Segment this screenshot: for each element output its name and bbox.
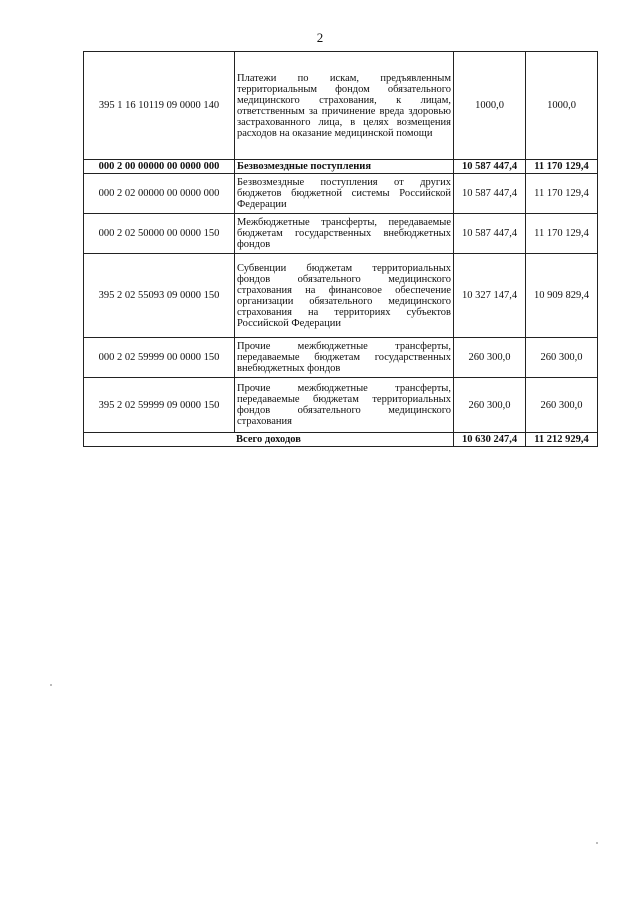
table-row [84,214,598,254]
table-row [84,174,598,214]
revenue-name-cell: Субвенции бюджетам территориальных фондов обязательного медицинского страхования на финансовое обеспечение организации обязательного медицинского страхования на территориях субъектов Российской Федерации [235,254,454,338]
total-label: Всего доходов [84,433,454,447]
scan-speck [596,842,598,844]
budget-code-cell: 000 2 02 59999 00 0000 150 [84,338,235,378]
amount-cell-1: 1000,0 [454,52,526,160]
amount-cell-1: 10 587 447,4 [454,214,526,254]
amount-cell-2: 260 300,0 [526,378,598,433]
amount-cell-1: 10 587 447,4 [454,160,526,174]
scan-speck [50,684,52,686]
revenue-name-cell: Межбюджетные трансферты, передаваемые бюджетам государственных внебюджетных фондов [235,214,454,254]
amount-cell-1: 10 327 147,4 [454,254,526,338]
amount-cell-2: 11 170 129,4 [526,214,598,254]
total-row [84,433,598,447]
amount-cell-2: 11 170 129,4 [526,174,598,214]
table-row [84,338,598,378]
table-row [84,254,598,338]
revenue-name-cell: Безвозмездные поступления от других бюджетов бюджетной системы Российской Федерации [235,174,454,214]
revenue-name-cell: Прочие межбюджетные трансферты, передаваемые бюджетам государственных внебюджетных фондов [235,338,454,378]
amount-cell-2: 10 909 829,4 [526,254,598,338]
budget-code-cell: 000 2 00 00000 00 0000 000 [84,160,235,174]
amount-cell-2: 260 300,0 [526,338,598,378]
budget-code-cell: 000 2 02 00000 00 0000 000 [84,174,235,214]
total-amount-2: 11 212 929,4 [526,433,598,447]
page-number: 2 [316,30,324,45]
revenue-name-cell: Безвозмездные поступления [235,160,454,174]
table-row [84,52,598,160]
table-row [84,160,598,174]
amount-cell-1: 260 300,0 [454,378,526,433]
revenue-name-cell: Платежи по искам, предъявленным территориальным фондом обязательного медицинского страхования, к лицам, ответственным за причинение вреда здоровью застрахованного лица, в целях возмещения расходов на оказание медицинской помощи [235,52,454,160]
amount-cell-1: 260 300,0 [454,338,526,378]
budget-code-cell: 000 2 02 50000 00 0000 150 [84,214,235,254]
revenue-table [83,51,598,447]
table-row [84,378,598,433]
amount-cell-2: 1000,0 [526,52,598,160]
budget-code-cell: 395 2 02 59999 09 0000 150 [84,378,235,433]
amount-cell-1: 10 587 447,4 [454,174,526,214]
budget-code-cell: 395 1 16 10119 09 0000 140 [84,52,235,160]
total-amount-1: 10 630 247,4 [454,433,526,447]
amount-cell-2: 11 170 129,4 [526,160,598,174]
revenue-name-cell: Прочие межбюджетные трансферты, передаваемые бюджетам территориальных фондов обязательного медицинского страхования [235,378,454,433]
budget-code-cell: 395 2 02 55093 09 0000 150 [84,254,235,338]
